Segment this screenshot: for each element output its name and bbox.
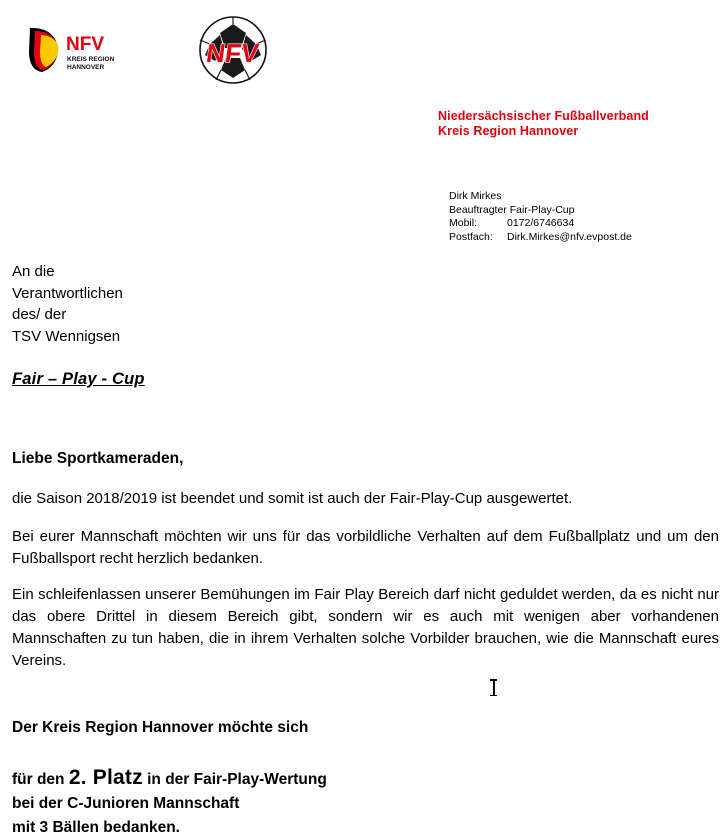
contact-mobile-label: Mobil: <box>449 217 478 229</box>
award-line-2: bei der C-Junioren Mannschaft <box>12 795 240 812</box>
kreis-logo-sub2: HANNOVER <box>67 64 105 71</box>
contact-mailbox-row <box>449 231 632 245</box>
organization-header <box>438 109 649 139</box>
contact-mobile-row <box>449 217 632 231</box>
contact-mailbox-value: Dirk.Mirkes@nfv.evpost.de <box>507 230 632 243</box>
body-paragraph-1: die Saison 2018/2019 ist beendet und somit ist auch der Fair-Play-Cup ausgewertet. <box>12 490 573 507</box>
recipient-address <box>12 261 123 347</box>
letter-salutation: Liebe Sportkameraden, <box>12 450 184 467</box>
letter-subject: Fair – Play - Cup <box>12 370 145 388</box>
award-line-1-pre: für den <box>12 771 69 788</box>
contact-mobile-value: 0172/6746634 <box>507 217 575 229</box>
award-block <box>12 766 327 840</box>
recipient-line-2: Verantwortlichen <box>12 284 123 302</box>
contact-name: Dirk Mirkes <box>449 190 502 202</box>
ball-logo-title: NFV <box>204 38 261 68</box>
body-paragraph-3: Ein schleifenlassen unserer Bemühungen im Fair Play Bereich darf nicht geduldet werden, da es nicht nur das obere Drittel in diesem Bereich gibt, sondern wir es auch mit wenigen aber vorhandenen Mannschaften zu tun haben, die in ihrem Verhalten solche Vorbilder brauchen, wie die Mannschaft eures Vereins. <box>12 586 719 669</box>
organization-line-1: Niedersächsischer Fußballverband <box>438 109 649 123</box>
nfv-football-logo <box>190 14 276 86</box>
contact-block <box>449 190 632 244</box>
organization-line-2: Kreis Region Hannover <box>438 124 579 138</box>
contact-role: Beauftragter Fair-Play-Cup <box>449 203 575 216</box>
body-paragraph-2: Bei eurer Mannschaft möchten wir uns für das vorbildliche Verhalten auf dem Fußballplatz und um den Fußballsport recht herzlich bedanken. <box>12 528 719 567</box>
recipient-line-3: des/ der <box>12 306 67 323</box>
award-intro: Der Kreis Region Hannover möchte sich <box>12 719 309 736</box>
contact-mailbox-label: Postfach: <box>449 230 493 243</box>
text-cursor-icon <box>490 679 497 696</box>
award-place: 2. Platz <box>68 766 143 789</box>
letter-body <box>12 488 719 686</box>
nfv-kreis-region-hannover-logo <box>26 24 136 76</box>
award-line-1-post: in der Fair-Play-Wertung <box>142 771 327 788</box>
recipient-line-4: TSV Wennigsen <box>12 327 121 345</box>
award-line-1 <box>12 766 327 792</box>
award-line-3: mit 3 Bällen bedanken. <box>12 819 180 836</box>
recipient-line-1: An die <box>12 263 55 280</box>
kreis-logo-title: NFV <box>66 34 104 55</box>
kreis-logo-sub1: KREIS REGION <box>67 56 115 63</box>
